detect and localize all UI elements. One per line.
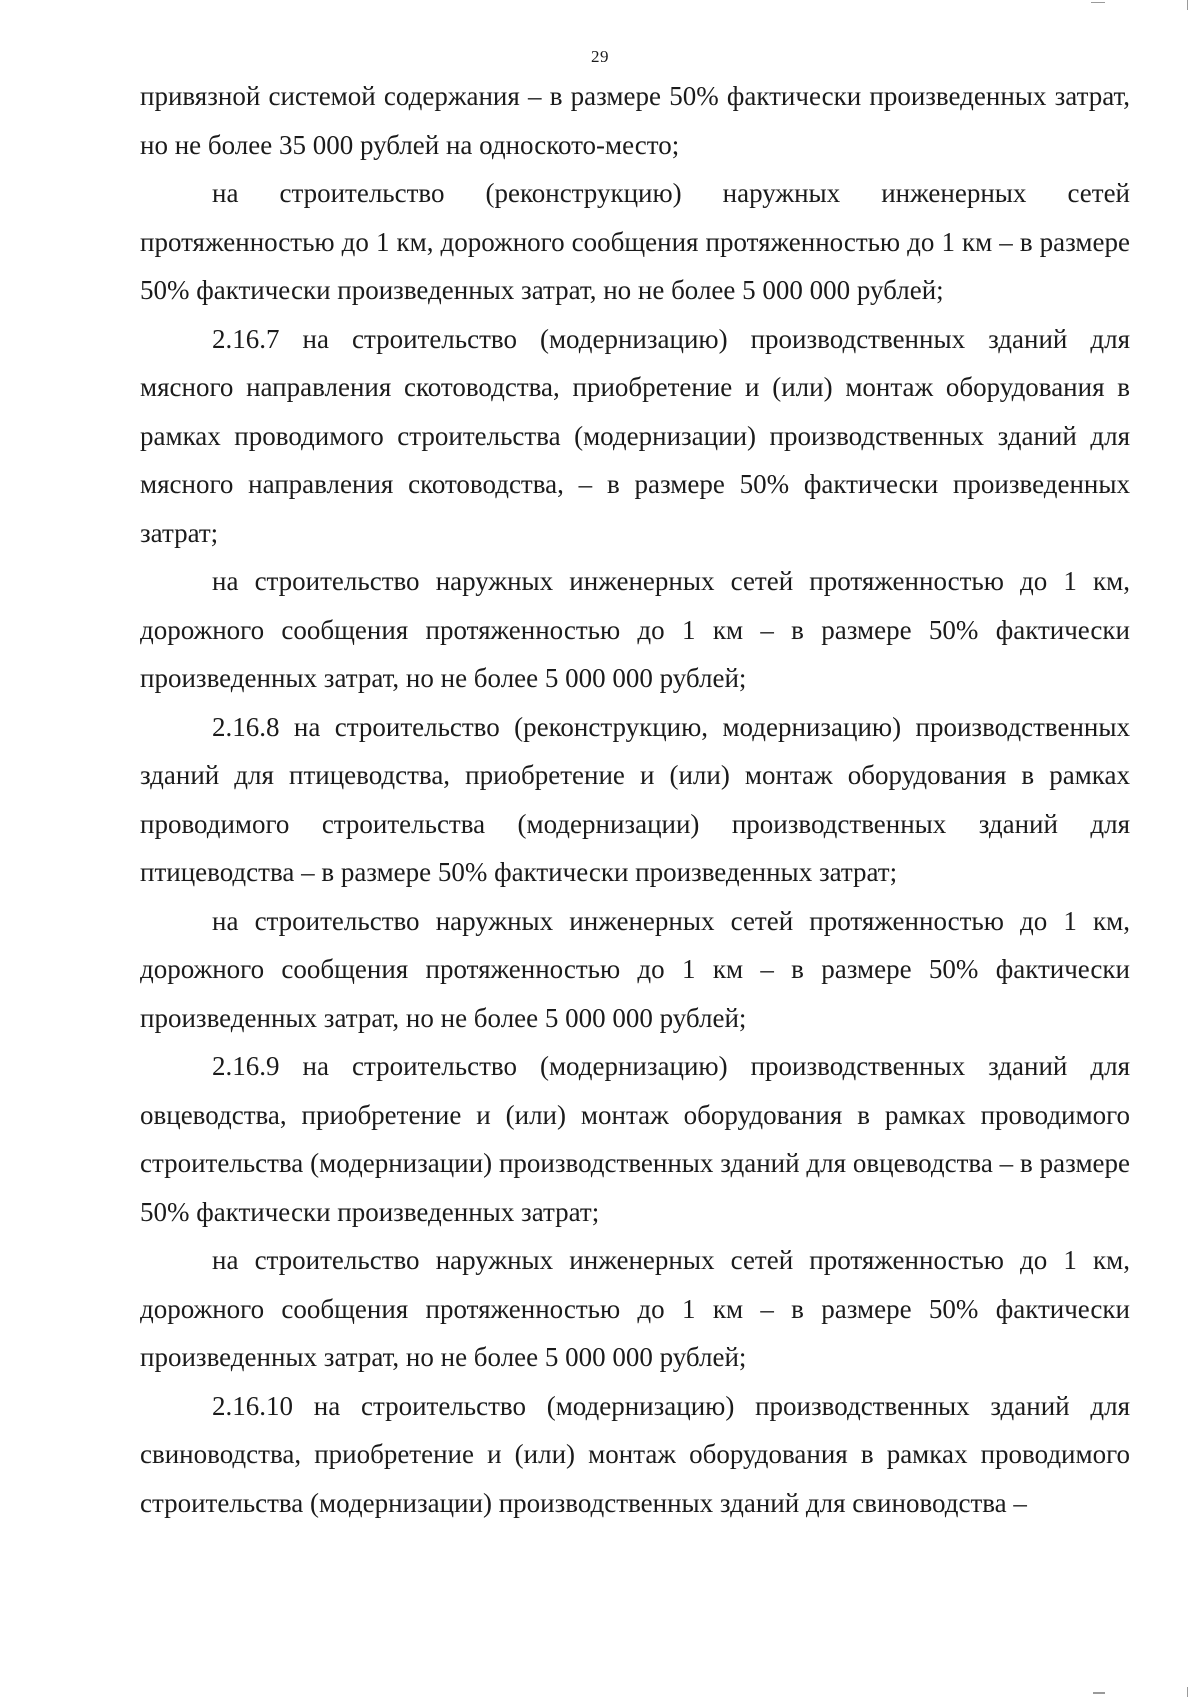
scan-edge-mark bbox=[1091, 2, 1105, 3]
page-number: 29 bbox=[591, 47, 609, 66]
paragraph: на строительство (реконструкцию) наружных инженерных сетей протяженностью до 1 км, дорожного сообщения протяженностью до 1 км – в размере 50% фактически произведенных затрат, но не более 5 000 000 рублей; bbox=[140, 178, 1130, 305]
paragraph: 2.16.7 на строительство (модернизацию) производственных зданий для мясного направления скотоводства, приобретение и (или) монтаж оборудования в рамках проводимого строительства (модернизации) производственных зданий для мясного направления скотоводства, – в размере 50% фактически произведенных затрат; bbox=[140, 323, 1130, 548]
scan-edge-mark bbox=[1187, 1687, 1188, 1697]
paragraph: на строительство наружных инженерных сетей протяженностью до 1 км, дорожного сообщения протяженностью до 1 км – в размере 50% фактически произведенных затрат, но не более 5 000 000 рублей; bbox=[140, 566, 1130, 693]
document-body bbox=[140, 72, 1130, 1527]
paragraph: на строительство наружных инженерных сетей протяженностью до 1 км, дорожного сообщения протяженностью до 1 км – в размере 50% фактически произведенных затрат, но не более 5 000 000 рублей; bbox=[140, 1245, 1130, 1372]
paragraph: привязной системой содержания – в размере 50% фактически произведенных затрат, но не более 35 000 рублей на одноското-место; bbox=[140, 81, 1130, 160]
paragraph: 2.16.8 на строительство (реконструкцию, модернизацию) производственных зданий для птицеводства, приобретение и (или) монтаж оборудования в рамках проводимого строительства (модернизации) производственных зданий для птицеводства – в размере 50% фактически произведенных затрат; bbox=[140, 711, 1130, 887]
paragraph: 2.16.10 на строительство (модернизацию) производственных зданий для свиноводства, приобретение и (или) монтаж оборудования в рамках проводимого строительства (модернизации) производственных зданий для свиноводства – bbox=[140, 1390, 1130, 1518]
scan-edge-mark bbox=[1187, 0, 1188, 10]
scan-edge-mark bbox=[1093, 1692, 1105, 1694]
paragraph: 2.16.9 на строительство (модернизацию) производственных зданий для овцеводства, приобретение и (или) монтаж оборудования в рамках проводимого строительства (модернизации) производственных зданий для овцеводства – в размере 50% фактически произведенных затрат; bbox=[140, 1051, 1130, 1227]
paragraph: на строительство наружных инженерных сетей протяженностью до 1 км, дорожного сообщения протяженностью до 1 км – в размере 50% фактически произведенных затрат, но не более 5 000 000 рублей; bbox=[140, 905, 1130, 1033]
